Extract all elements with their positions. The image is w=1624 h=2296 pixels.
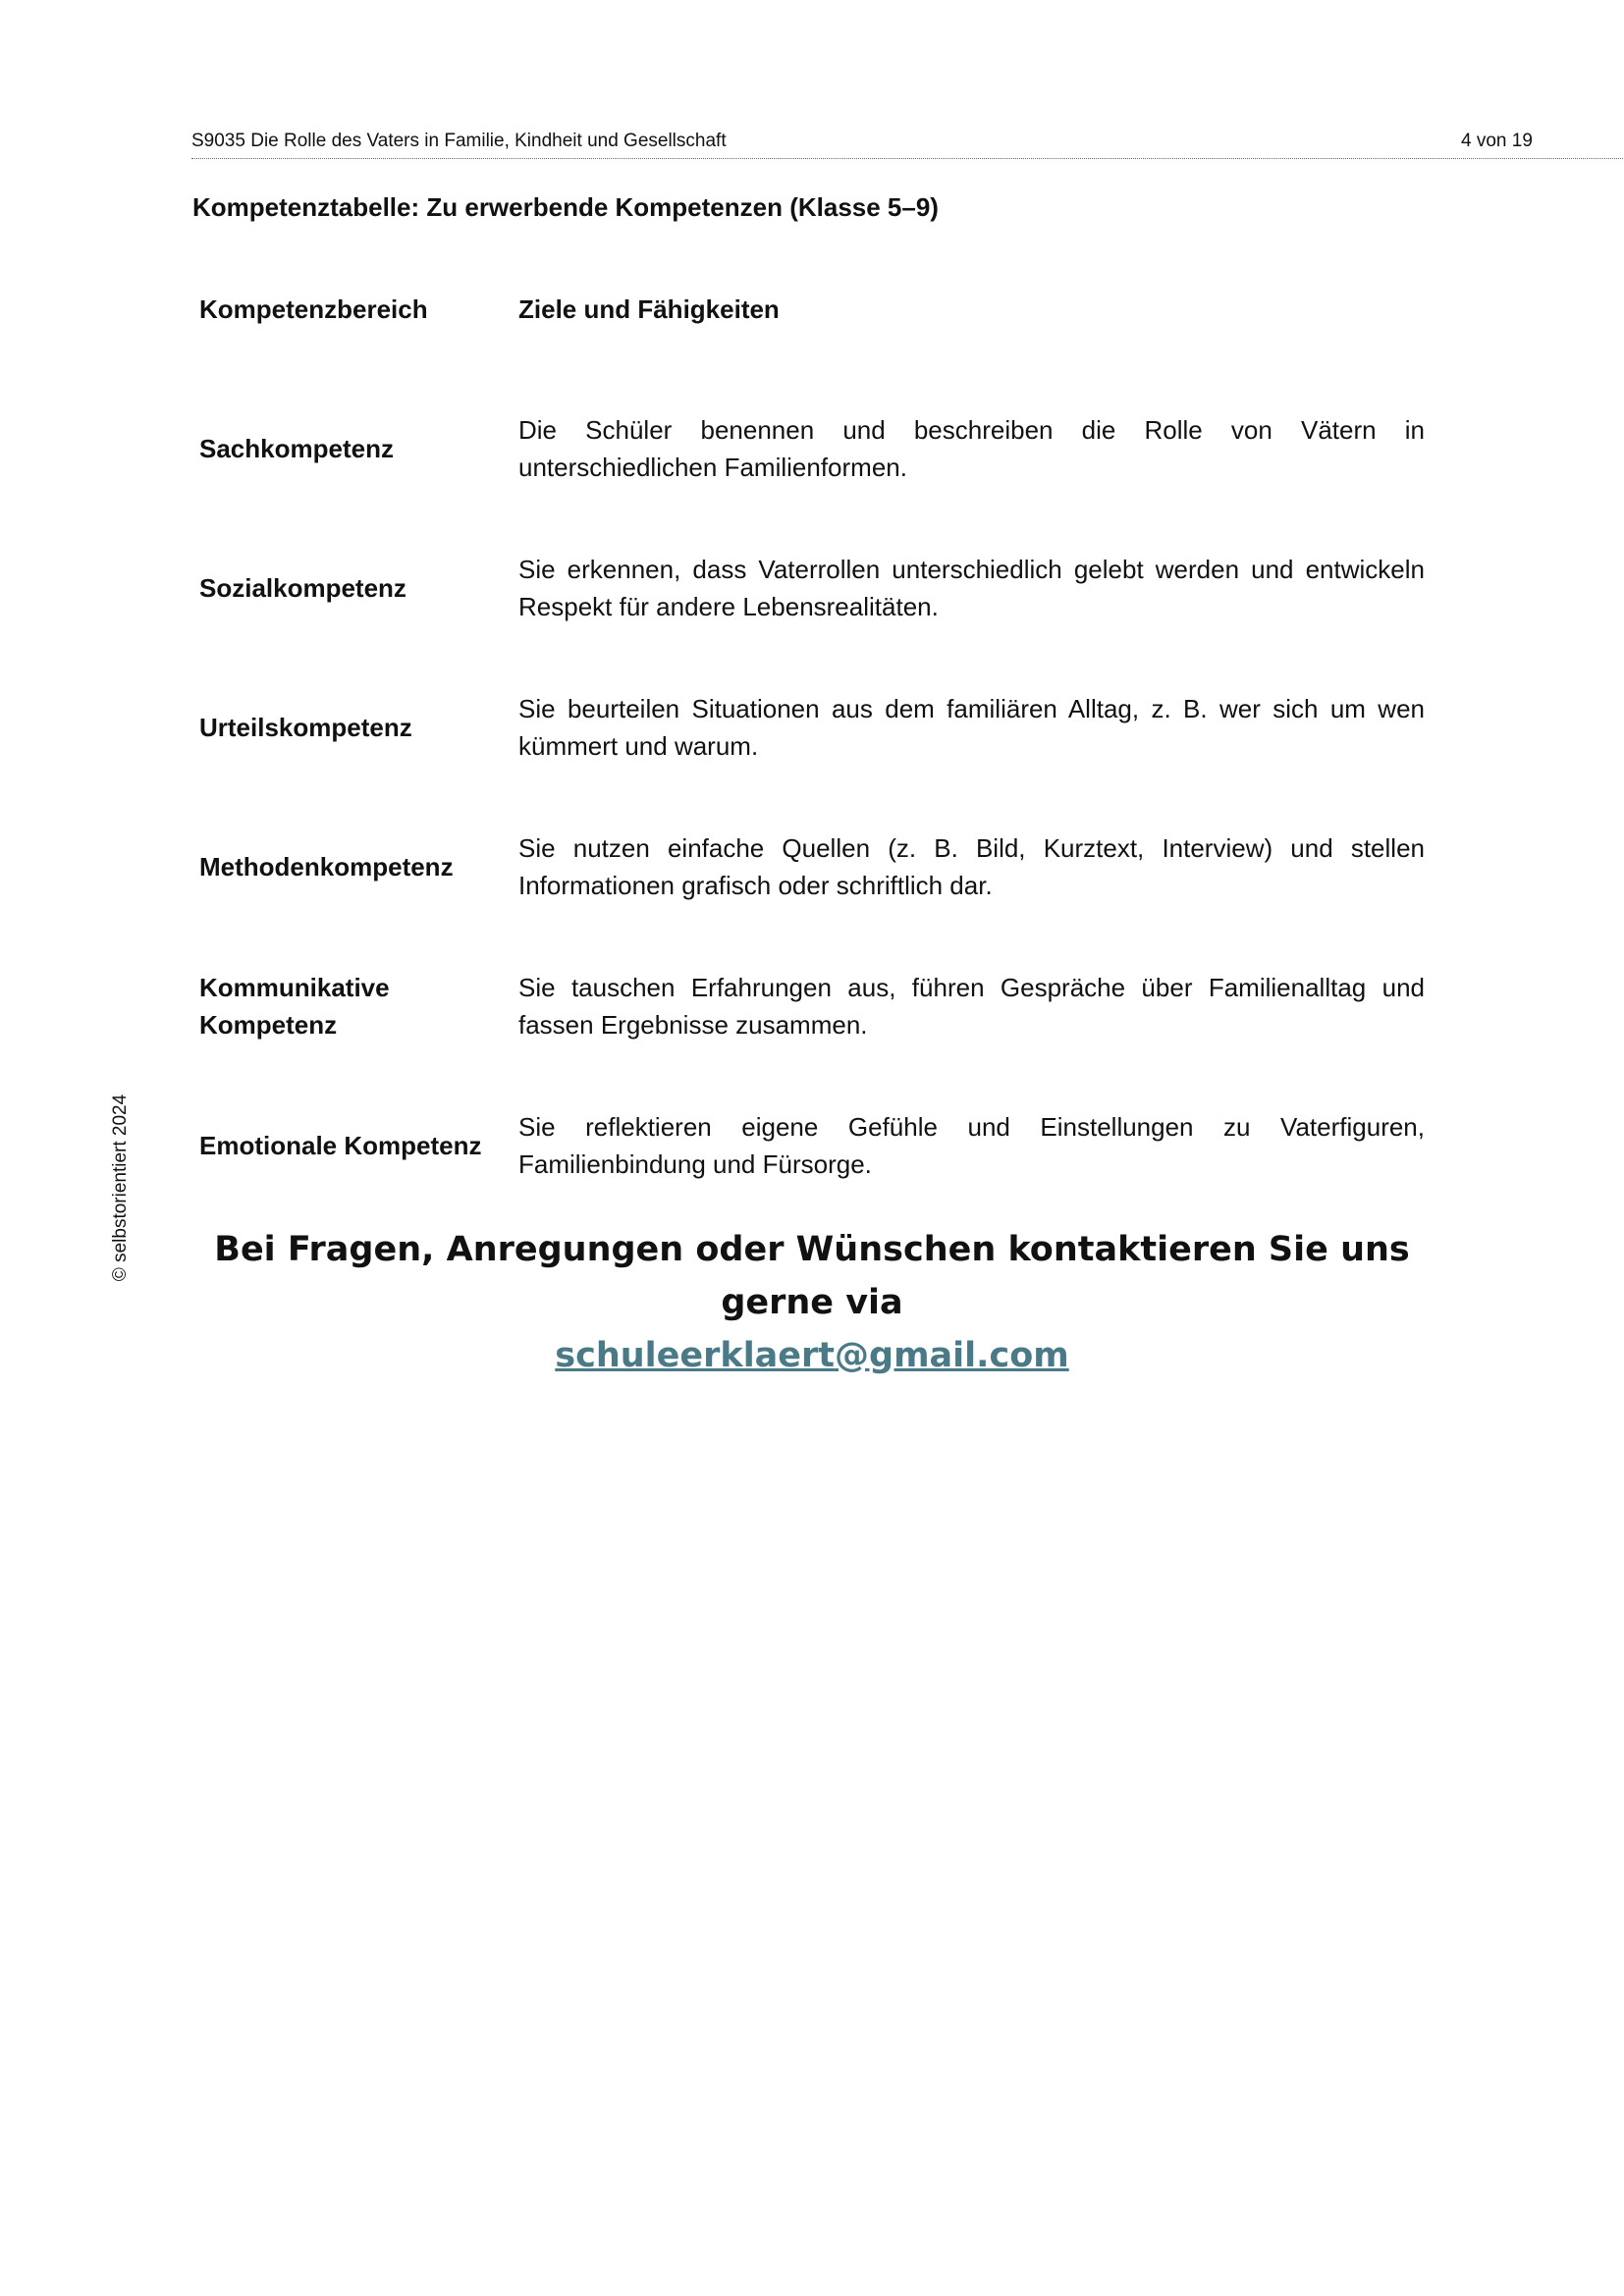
- contact-block: [157, 1223, 1467, 1382]
- table-row: [199, 1076, 1427, 1215]
- column-header-area: Kompetenzbereich: [199, 294, 428, 324]
- table-row: [199, 518, 1427, 658]
- table-heading: Kompetenztabelle: Zu erwerbende Kompetenzen (Klasse 5–9): [192, 192, 939, 222]
- page-header: [191, 129, 1623, 159]
- table-row: [199, 797, 1427, 936]
- competence-name: Sozialkompetenz: [199, 573, 406, 603]
- competence-name: Methodenkompetenz: [199, 852, 454, 881]
- competence-table: [199, 285, 1427, 1215]
- competence-description: Die Schüler benennen und beschreiben die Rolle von Vätern in unterschiedlichen Familienformen.: [518, 415, 1425, 482]
- page-number: 4 von 19: [1461, 131, 1533, 151]
- table-header-row: [199, 285, 1427, 379]
- table-row: [199, 379, 1427, 518]
- copyright-notice: © selbstorientiert 2024: [110, 1094, 131, 1282]
- table-row: [199, 658, 1427, 797]
- competence-description: Sie erkennen, dass Vaterrollen unterschiedlich gelebt werden und entwickeln Respekt für andere Lebensrealitäten.: [518, 555, 1425, 621]
- competence-description: Sie tauschen Erfahrungen aus, führen Gespräche über Familienalltag und fassen Ergebnisse zusammen.: [518, 973, 1425, 1040]
- competence-name: Urteilskompetenz: [199, 713, 412, 742]
- contact-text: Bei Fragen, Anregungen oder Wünschen kontaktieren Sie uns gerne via: [214, 1230, 1410, 1322]
- competence-description: Sie nutzen einfache Quellen (z. B. Bild, Kurztext, Interview) und stellen Informationen grafisch oder schriftlich dar.: [518, 833, 1425, 900]
- competence-description: Sie beurteilen Situationen aus dem familiären Alltag, z. B. wer sich um wen kümmert und warum.: [518, 694, 1425, 761]
- competence-name: Emotionale Kompetenz: [199, 1131, 482, 1160]
- contact-email-link[interactable]: schuleerklaert@gmail.com: [555, 1336, 1069, 1375]
- competence-name: Sachkompetenz: [199, 434, 394, 463]
- table-row: [199, 936, 1427, 1076]
- competence-name: Kommunikative Kompetenz: [199, 973, 390, 1040]
- competence-description: Sie reflektieren eigene Gefühle und Einstellungen zu Vaterfiguren, Familienbindung und Fürsorge.: [518, 1112, 1425, 1179]
- document-title: S9035 Die Rolle des Vaters in Familie, Kindheit und Gesellschaft: [191, 131, 727, 151]
- column-header-goals: Ziele und Fähigkeiten: [518, 294, 780, 324]
